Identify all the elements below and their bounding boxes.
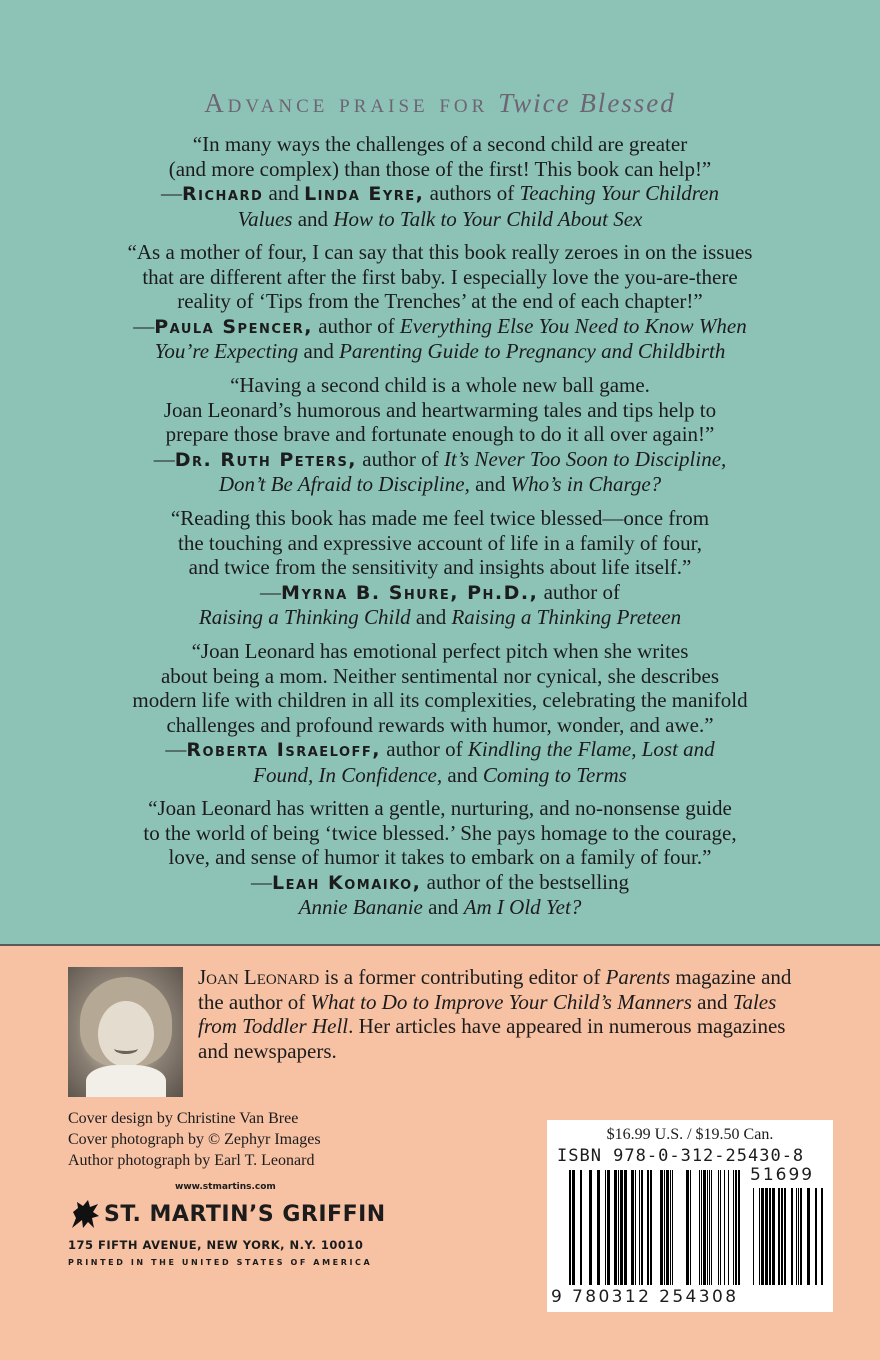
barcode-bar (781, 1188, 783, 1285)
cover-photo-credit: Cover photograph by © Zephyr Images (68, 1131, 321, 1148)
praise-heading (0, 88, 880, 119)
attribution-name: Leah Komaiko, (271, 871, 422, 894)
barcode-bar (815, 1188, 817, 1285)
attribution-name: Dr. Ruth Peters, (174, 448, 358, 471)
printed-in: PRINTED IN THE UNITED STATES OF AMERICA (68, 1258, 373, 1267)
author-bio: Joan Leonard is a former contributing editor of Parents magazine and the author of What to Do to Improve Your Child’s Manners and Tales from Toddler Hell. Her articles have appeared in numerous magazines and newspapers. (198, 965, 792, 1063)
isbn: ISBN 978-0-312-25430-8 (557, 1146, 805, 1166)
barcode-bar (607, 1170, 610, 1285)
cover-design-credit: Cover design by Christine Van Bree (68, 1110, 299, 1127)
quote-line: (and more complex) than those of the first! This book can help!” (168, 156, 712, 181)
barcode-bar (761, 1188, 764, 1285)
publisher-address: 175 FIFTH AVENUE, NEW YORK, N.Y. 10010 (68, 1238, 364, 1252)
barcode-bar (639, 1170, 640, 1285)
barcode-bar (718, 1170, 719, 1285)
barcode-bar (614, 1170, 617, 1285)
barcode-bar (650, 1170, 652, 1285)
barcode-bar (664, 1170, 665, 1285)
barcode-bar (735, 1170, 737, 1285)
barcode-bar (733, 1170, 734, 1285)
barcode-bar (703, 1170, 706, 1285)
barcode-bar (670, 1170, 671, 1285)
barcode-bar (589, 1170, 592, 1285)
attribution: —Roberta Israeloff, author of Kindling the Flame, Lost and (165, 737, 715, 761)
attribution-works: Raising a Thinking Child and Raising a Thinking Preteen (198, 605, 682, 629)
barcode-bar (707, 1170, 708, 1285)
photo-credits (68, 1108, 321, 1171)
barcode-box (547, 1120, 833, 1312)
barcode-addon-digits: 51699 (750, 1165, 815, 1185)
barcode-bar (720, 1170, 721, 1285)
barcode-bar (660, 1170, 663, 1285)
blurb-eyre (60, 132, 820, 231)
heading-prefix: Advance praise for (204, 88, 489, 118)
publisher-name: ST. MARTIN’S GRIFFIN (104, 1202, 386, 1227)
quote-line: reality of ‘Tips from the Trenches’ at the end of each chapter!” (177, 289, 703, 313)
attribution: —Leah Komaiko, author of the bestselling (250, 869, 630, 894)
barcode-bar (709, 1170, 710, 1285)
barcode-digits: 9 780312 254308 (551, 1287, 739, 1307)
attribution-works: Annie Bananie and Am I Old Yet? (298, 895, 582, 919)
attribution: —Paula Spencer, author of Everything Else You Need to Know When (133, 313, 747, 338)
barcode-bar (765, 1188, 768, 1285)
barcode-bar (738, 1170, 740, 1285)
attribution-name: Richard (182, 183, 264, 205)
attribution: —Dr. Ruth Peters, author of It’s Never Too Soon to Discipline, (153, 446, 727, 471)
attribution: —Richard and Linda Eyre, authors of Teaching Your Children (161, 181, 719, 205)
barcode-bar (666, 1170, 669, 1285)
quote-line: prepare those brave and fortunate enough to do it all over again!” (165, 422, 715, 446)
barcode-bar (597, 1170, 600, 1285)
barcode-bar (701, 1170, 702, 1285)
quote-line: “Having a second child is a whole new ball game. (230, 373, 650, 397)
barcode-bar (605, 1170, 606, 1285)
barcode-bar (791, 1188, 793, 1285)
barcode-bar (635, 1170, 636, 1285)
heading-book-title: Twice Blessed (498, 88, 676, 118)
attribution-name: Myrna B. Shure, Ph.D., (281, 581, 539, 604)
bio-author-name: Joan Leonard (198, 965, 320, 989)
barcode-bar (631, 1170, 634, 1285)
barcode-bar (641, 1170, 643, 1285)
quote-line: the touching and expressive account of life in a family of four, (178, 530, 702, 555)
barcode-bar (821, 1188, 823, 1285)
attribution-works: Values and How to Talk to Your Child About Sex (237, 206, 643, 231)
barcode-bar (624, 1170, 627, 1285)
attribution: —Myrna B. Shure, Ph.D., author of (260, 579, 620, 604)
author-photo-credit: Author photograph by Earl T. Leonard (68, 1152, 315, 1169)
barcode-bar (572, 1170, 575, 1285)
attribution-works: You’re Expecting and Parenting Guide to Pregnancy and Childbirth (154, 339, 726, 363)
quote-line: “In many ways the challenges of a second child are greater (192, 132, 688, 156)
quote-line: about being a mom. Neither sentimental nor cynical, she describes (160, 663, 720, 688)
publisher-url: www.stmartins.com (175, 1182, 276, 1192)
griffin-logo-icon (68, 1198, 102, 1232)
price: $16.99 U.S. / $19.50 Can. (606, 1126, 774, 1143)
attribution-name: Linda Eyre, (304, 183, 425, 205)
barcode-bar (800, 1188, 802, 1285)
barcode-bar (778, 1188, 780, 1285)
blurb-peters (60, 373, 820, 497)
attribution-works: Found, In Confidence, and Coming to Terms (253, 762, 627, 787)
barcode-bar (807, 1188, 810, 1285)
barcode-bar (647, 1170, 649, 1285)
barcode-bar (753, 1188, 754, 1285)
barcode-bar (618, 1170, 619, 1285)
quote-line: “Joan Leonard has written a gentle, nurturing, and no-nonsense guide (148, 796, 732, 820)
attribution-name: Paula Spencer, (154, 315, 313, 338)
quote-line: Joan Leonard’s humorous and heartwarming tales and tips help to (163, 397, 717, 422)
barcode-bar (759, 1188, 760, 1285)
barcode-bar (672, 1170, 673, 1285)
barcode-bar (711, 1170, 712, 1285)
publisher-logo (68, 1196, 408, 1236)
barcode-bar (796, 1188, 797, 1285)
barcode-bar (569, 1170, 571, 1285)
attribution-works: Don’t Be Afraid to Discipline, and Who’s in Charge? (218, 472, 662, 496)
quote-line: that are different after the first baby. I especially love the you-are-there (142, 264, 738, 289)
blurb-komaiko (60, 796, 820, 920)
quote-line: to the world of being ‘twice blessed.’ She pays homage to the courage, (143, 820, 737, 845)
barcode-bar (769, 1188, 771, 1285)
quote-line: “Joan Leonard has emotional perfect pitch when she writes (191, 639, 689, 663)
quote-line: “As a mother of four, I can say that this book really zeroes in on the issues (127, 240, 753, 264)
quote-line: love, and sense of humor it takes to embark on a family of four.” (168, 845, 712, 869)
barcode-bar (580, 1170, 582, 1285)
blurb-shure (60, 506, 820, 630)
barcode-bar (724, 1170, 725, 1285)
barcode-bar (686, 1170, 689, 1285)
blurb-spencer (60, 240, 820, 364)
barcode-bar (772, 1188, 775, 1285)
quote-line: “Reading this book has made me feel twice blessed—once from (170, 506, 710, 530)
barcode-bar (699, 1170, 700, 1285)
quote-line: challenges and profound rewards with humor, wonder, and awe.” (166, 712, 714, 737)
barcode-bar (784, 1188, 786, 1285)
quote-line: and twice from the sensitivity and insights about life itself.” (188, 555, 692, 579)
barcode-bar (728, 1170, 729, 1285)
barcode-bar (798, 1188, 799, 1285)
author-photo (68, 967, 183, 1097)
attribution-name: Roberta Israeloff, (186, 739, 381, 761)
barcode-bar (620, 1170, 623, 1285)
quote-line: modern life with children in all its complexities, celebrating the manifold (132, 688, 748, 712)
blurb-israeloff (60, 639, 820, 787)
barcode-bar (690, 1170, 691, 1285)
